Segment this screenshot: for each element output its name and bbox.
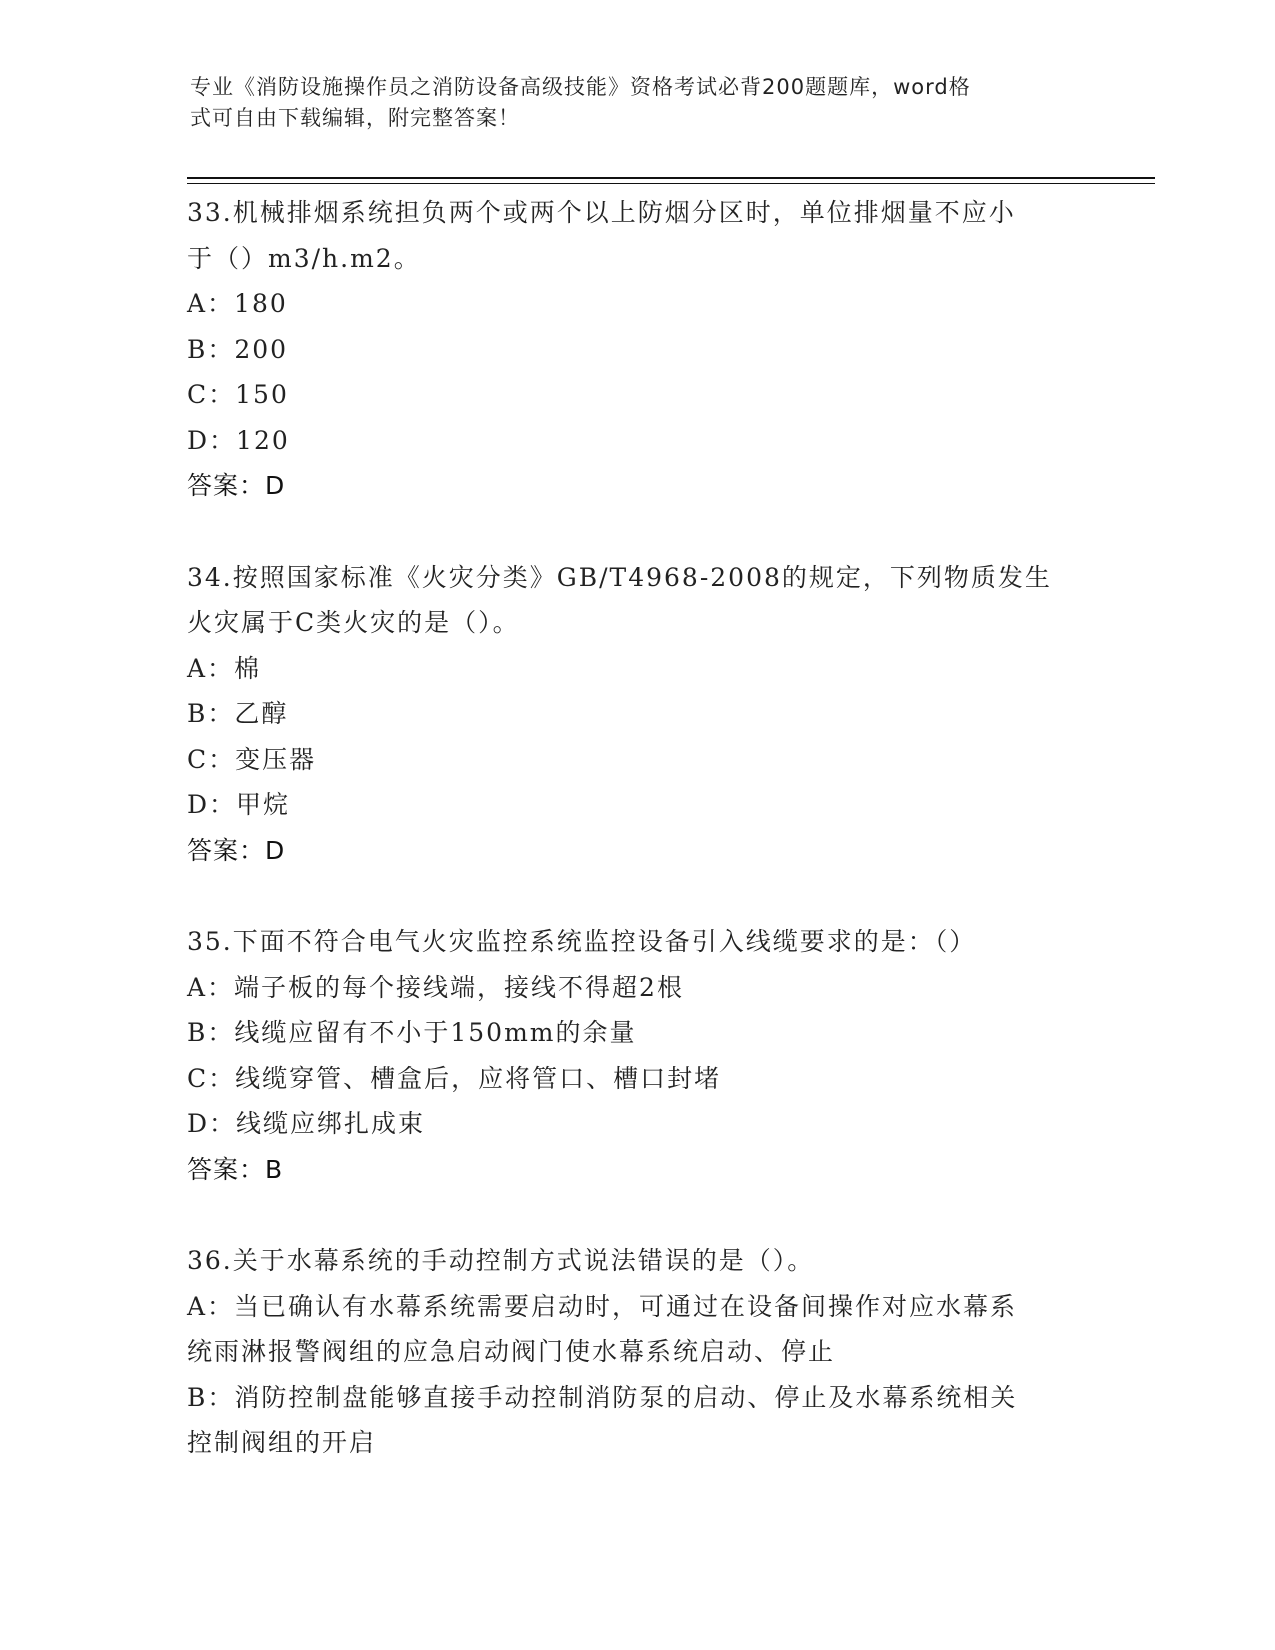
page-header <box>190 72 1070 134</box>
answer-label: 答案：D <box>187 471 286 500</box>
question-34 <box>187 555 1087 874</box>
header-rule-thin <box>187 183 1155 184</box>
option-c: C：150 <box>187 380 289 409</box>
option-a: A：端子板的每个接线端，接线不得超2根 <box>187 972 684 1002</box>
answer-label: 答案：B <box>187 1154 284 1184</box>
option-c: C：线缆穿管、槽盒后，应将管口、槽口封堵 <box>187 1063 722 1093</box>
question-stem: 33.机械排烟系统担负两个或两个以上防烟分区时，单位排烟量不应小 <box>187 198 1016 227</box>
option-b: B：消防控制盘能够直接手动控制消防泵的启动、停止及水幕系统相关 <box>187 1382 1018 1412</box>
spacer <box>187 873 1087 919</box>
option-b: B：线缆应留有不小于150mm的余量 <box>187 1018 637 1047</box>
header-line-2: 式可自由下载编辑，附完整答案！ <box>190 106 520 130</box>
question-33 <box>187 190 1087 509</box>
spacer <box>187 509 1087 555</box>
answer-label: 答案：D <box>187 835 286 865</box>
question-list <box>187 190 1087 1466</box>
option-b: B：乙醇 <box>187 699 289 728</box>
header-line-1: 专业《消防设施操作员之消防设备高级技能》资格考试必背200题题库，word格 <box>190 75 971 99</box>
header-rule-thick <box>187 177 1155 179</box>
option-a: A：棉 <box>187 653 262 683</box>
option-d: D：120 <box>187 425 290 455</box>
option-a-continued: 统雨淋报警阀组的应急启动阀门使水幕系统启动、停止 <box>187 1337 836 1366</box>
question-stem: 34.按照国家标准《火灾分类》GB/T4968-2008的规定，下列物质发生 <box>187 562 1052 592</box>
option-a: A：当已确认有水幕系统需要启动时，可通过在设备间操作对应水幕系 <box>187 1291 1018 1321</box>
option-a: A：180 <box>187 289 288 318</box>
option-d: D：线缆应绑扎成束 <box>187 1109 426 1138</box>
option-b: B：200 <box>187 334 289 364</box>
option-b-continued: 控制阀组的开启 <box>187 1428 377 1457</box>
question-stem: 火灾属于C类火灾的是（）。 <box>187 608 520 637</box>
question-stem: 于（）m3/h.m2。 <box>187 243 421 273</box>
question-35 <box>187 919 1087 1192</box>
spacer <box>187 1192 1087 1238</box>
question-stem: 35.下面不符合电气火灾监控系统监控设备引入线缆要求的是：（） <box>187 927 977 956</box>
question-36 <box>187 1238 1087 1466</box>
option-d: D：甲烷 <box>187 790 291 819</box>
option-c: C：变压器 <box>187 744 317 774</box>
question-stem: 36.关于水幕系统的手动控制方式说法错误的是（）。 <box>187 1246 815 1275</box>
